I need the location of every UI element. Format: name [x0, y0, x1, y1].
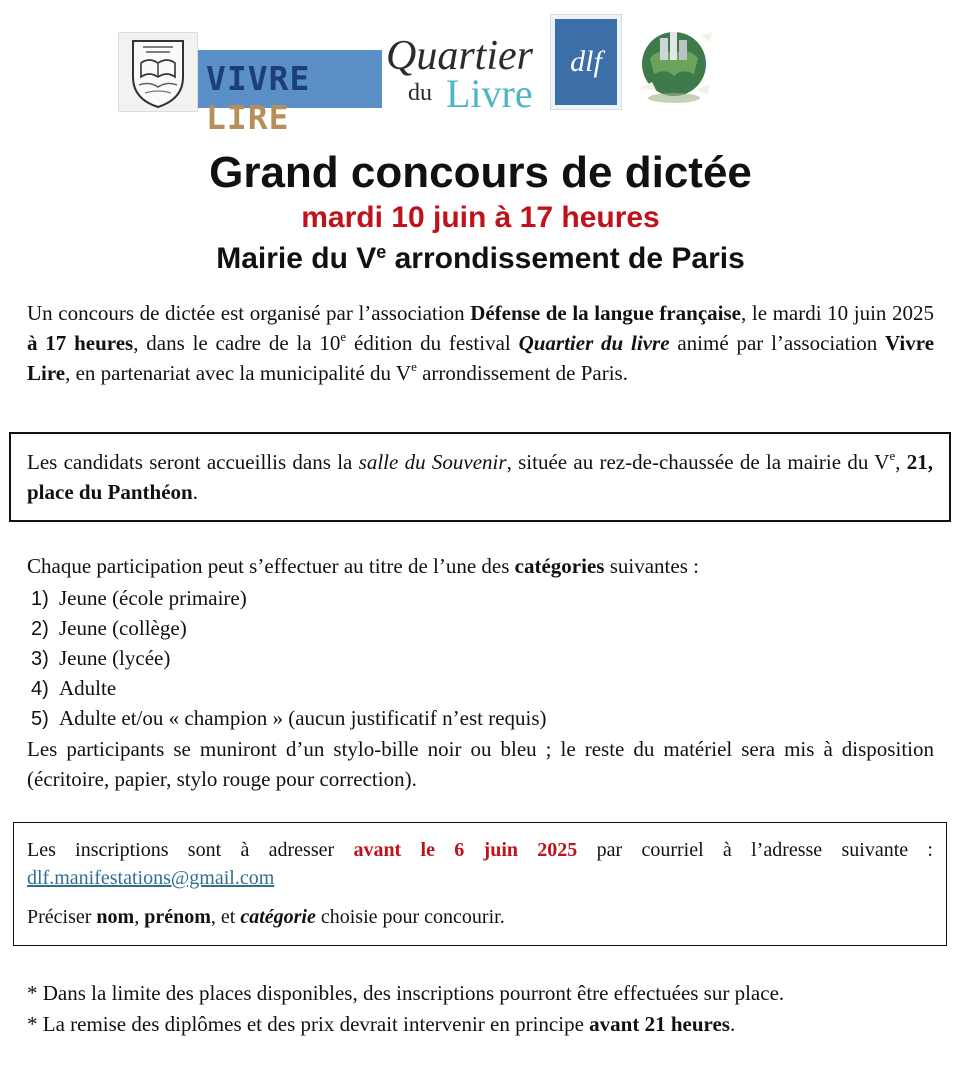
dlf-logo [550, 14, 622, 110]
page-title: Grand concours de dictée [209, 148, 752, 197]
list-item: 1) Jeune (école primaire) [31, 586, 247, 610]
globe-books-icon [630, 18, 718, 108]
ship-book-icon [119, 33, 197, 111]
ship-book-logo [118, 32, 198, 112]
material-paragraph: Les participants se muniront d’un stylo-bille noir ou bleu ; le reste du matériel sera mis à disposition (écritoire, papier, stylo rouge pour correction). [27, 737, 934, 791]
email-link[interactable]: dlf.manifestations@gmail.com [27, 867, 275, 889]
quartier-word: Quartier [386, 33, 533, 79]
categories-keyword: catégories [514, 554, 605, 578]
list-item: 3) Jeune (lycée) [31, 646, 171, 670]
dlf-text: dlf [555, 19, 617, 105]
association-name: Défense de la langue française [470, 301, 742, 325]
du-word: du [408, 80, 432, 106]
vivre-lire-logo [198, 50, 382, 137]
venue-box [9, 432, 951, 522]
globe-books-logo [630, 18, 718, 108]
registration-deadline: avant le 6 juin 2025 [353, 839, 578, 861]
livre-word: Livre [446, 71, 533, 116]
registration-details: Préciser nom, prénom, et catégorie choisie pour concourir. [27, 906, 505, 928]
association-vivre-lire: Vivre Lire [27, 331, 935, 385]
note-diplomas: * La remise des diplômes et des prix devrait intervenir en principe avant 21 heures. [27, 1012, 736, 1036]
event-date: mardi 10 juin à 17 heures [301, 201, 660, 234]
quartier-du-livre-logo [384, 33, 550, 116]
vivre-word: VIVRE [206, 59, 311, 98]
categories-intro: Chaque participation peut s’effectuer au titre de l’une des catégories suivantes : [27, 554, 699, 578]
note-places: * Dans la limite des places disponibles, des inscriptions pourront être effectuées sur place. [27, 981, 785, 1005]
festival-name: Quartier du livre [518, 331, 670, 355]
event-place: Mairie du Ve arrondissement de Paris [216, 242, 745, 275]
registration-box [13, 822, 947, 946]
venue-address: 21, place du Panthéon [27, 450, 934, 504]
footnotes [27, 978, 947, 1040]
list-item: 4) Adulte [31, 676, 117, 700]
list-item: 5) Adulte et/ou « champion » (aucun justificatif n’est requis) [31, 706, 547, 730]
venue-paragraph: Les candidats seront accueillis dans la salle du Souvenir, située au rez-de-chaussée de la mairie du Ve, 21, place du Panthéon. [27, 448, 934, 504]
room-name: salle du Souvenir [358, 450, 507, 474]
intro-paragraph: Un concours de dictée est organisé par l’association Défense de la langue française, le mardi 10 juin 2025 à 17 heures, dans le cadre de la 10e édition du festival Quartier du livre animé par l’association Vivre Lire, en partenariat avec la municipalité du Ve arrondissement de Paris. [27, 301, 935, 385]
event-time: à 17 heures [27, 331, 134, 355]
list-item: 2) Jeune (collège) [31, 616, 187, 640]
registration-paragraph: Les inscriptions sont à adresser avant le 6 juin 2025 par courriel à l’adresse suivante : dlf.manifestations@gmail.com [27, 839, 933, 889]
lire-word: LIRE [206, 98, 290, 137]
categories-list [31, 583, 931, 733]
